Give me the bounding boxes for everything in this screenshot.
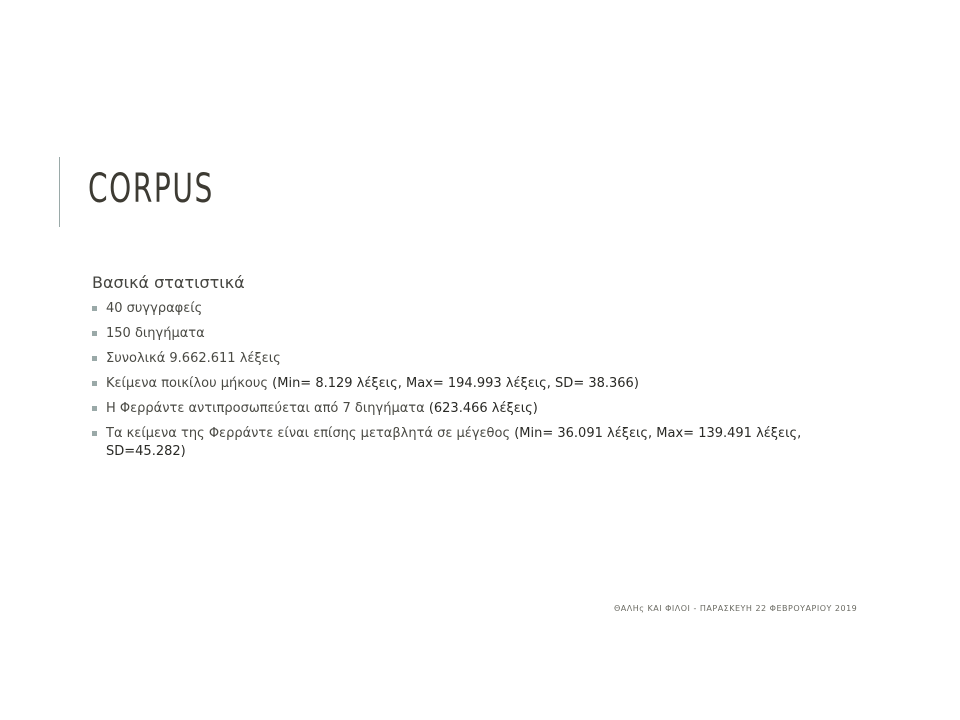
list-item bbox=[92, 325, 852, 343]
list-item-text: Συνολικά 9.662.611 λέξεις bbox=[106, 351, 281, 366]
slide-content bbox=[92, 272, 852, 468]
list-item-detail: (Min= 36.091 λέξεις, Max= 139.491 λέξεις, SD=45.282) bbox=[106, 426, 802, 459]
list-item-text: Κείμενα ποικίλου μήκους bbox=[106, 376, 273, 391]
list-item bbox=[92, 375, 852, 393]
square-bullet-icon bbox=[92, 381, 97, 386]
list-item bbox=[92, 425, 852, 461]
list-item-text: 40 συγγραφείς bbox=[106, 301, 203, 316]
square-bullet-icon bbox=[92, 331, 97, 336]
list-item-text: 150 διηγήματα bbox=[106, 326, 205, 341]
slide-footer: ΘΑΛΗς ΚΑΙ ΦΙΛΟΙ - ΠΑΡΑΣΚΕΥΗ 22 ΦΕΒΡΟΥΑΡΙΟΥ 2019 bbox=[614, 604, 858, 613]
list-item bbox=[92, 400, 852, 418]
list-item-text: Τα κείμενα της Φερράντε είναι επίσης μεταβλητά σε μέγεθος bbox=[106, 426, 515, 441]
slide-title: CORPUS bbox=[88, 166, 214, 212]
square-bullet-icon bbox=[92, 356, 97, 361]
list-item-text: Η Φερράντε αντιπροσωπεύεται από 7 διηγήματα bbox=[106, 401, 429, 416]
section-heading: Βασικά στατιστικά bbox=[92, 273, 245, 292]
bullet-list bbox=[92, 300, 852, 461]
square-bullet-icon bbox=[92, 431, 97, 436]
square-bullet-icon bbox=[92, 406, 97, 411]
list-item-detail: (Min= 8.129 λέξεις, Max= 194.993 λέξεις, SD= 38.366) bbox=[272, 376, 639, 391]
list-item bbox=[92, 300, 852, 318]
square-bullet-icon bbox=[92, 306, 97, 311]
title-accent-bar bbox=[59, 157, 60, 227]
list-item-detail: (623.466 λέξεις) bbox=[428, 401, 538, 416]
list-item bbox=[92, 350, 852, 368]
